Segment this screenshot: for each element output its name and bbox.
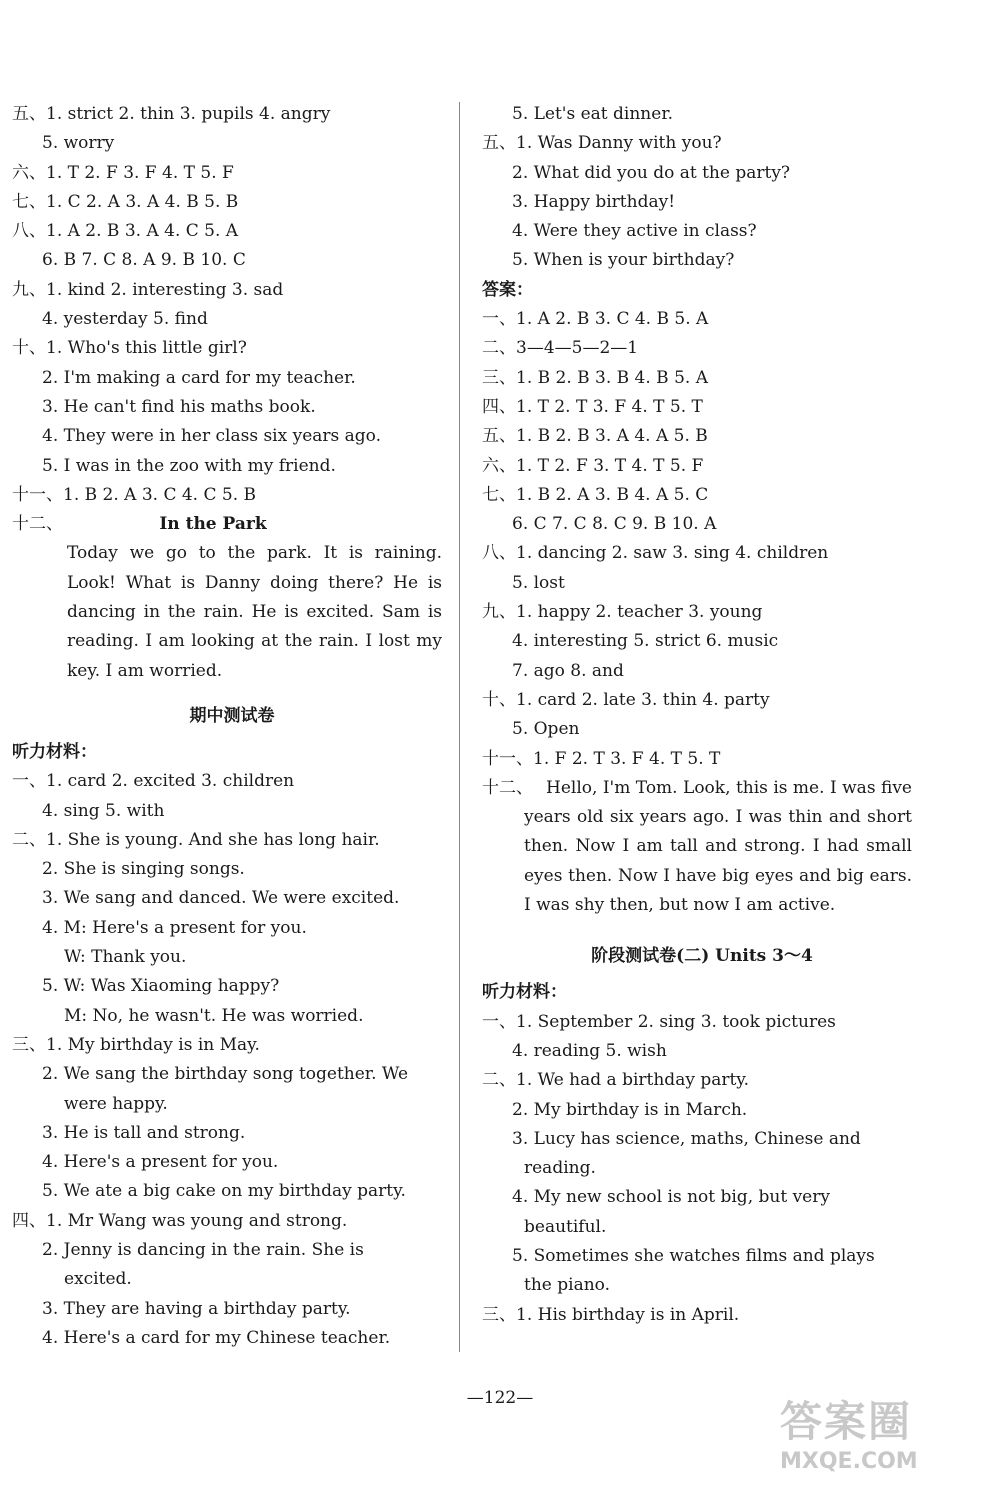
answer-line: 2. Jenny is dancing in the rain. She is xyxy=(42,1239,364,1260)
essay-heading-line xyxy=(12,510,452,539)
answer-line: 5. lost xyxy=(512,572,565,593)
section-title-midterm: 期中测试卷 xyxy=(189,705,275,726)
watermark-logo xyxy=(780,1389,980,1479)
answer-line: 3. They are having a birthday party. xyxy=(42,1298,351,1319)
answer-line: W: Thank you. xyxy=(64,947,187,968)
answer-line: 2. I'm making a card for my teacher. xyxy=(42,367,356,388)
answer-line: 5. Open xyxy=(512,719,580,740)
listening-label: 听力材料： xyxy=(12,741,97,762)
answer-line: 4. They were in her class six years ago. xyxy=(42,426,382,447)
answer-line: 3. Lucy has science, maths, Chinese and xyxy=(512,1128,861,1149)
answer-line: 5. We ate a big cake on my birthday party. xyxy=(42,1181,406,1202)
answer-line: 六、1. T 2. F 3. F 4. T 5. F xyxy=(12,162,234,183)
answer-line: 一、1. A 2. B 3. C 4. B 5. A xyxy=(482,309,709,330)
answer-line: 5. worry xyxy=(42,133,115,154)
answer-line: 7. ago 8. and xyxy=(512,660,624,681)
answer-line: 3. He can't find his maths book. xyxy=(42,396,316,417)
answer-line: 十、1. card 2. late 3. thin 4. party xyxy=(482,689,770,710)
answer-line: 二、1. We had a birthday party. xyxy=(482,1070,750,1091)
answer-line: 4. yesterday 5. find xyxy=(42,309,208,330)
answer-line: 5. W: Was Xiaoming happy? xyxy=(42,976,280,997)
answer-line: 八、1. dancing 2. saw 3. sing 4. children xyxy=(482,543,829,564)
answer-line: 四、1. Mr Wang was young and strong. xyxy=(12,1210,348,1231)
answer-line: 十一、1. B 2. A 3. C 4. C 5. B xyxy=(12,484,257,505)
answer-line: 3. Happy birthday! xyxy=(512,191,676,212)
answer-line: 5. Let's eat dinner. xyxy=(512,104,673,124)
answer-line: 十、1. Who's this little girl? xyxy=(12,338,247,359)
answer-line: 九、1. kind 2. interesting 3. sad xyxy=(12,279,284,300)
question-number: 十二、 xyxy=(482,777,533,798)
answer-line: 二、3—4—5—2—1 xyxy=(482,338,639,359)
answer-line: 5. I was in the zoo with my friend. xyxy=(42,455,336,476)
watermark-top: 答案圈 xyxy=(780,1397,913,1446)
answer-line: the piano. xyxy=(524,1275,610,1296)
answer-line: 3. He is tall and strong. xyxy=(42,1122,246,1143)
answer-line: 八、1. A 2. B 3. A 4. C 5. A xyxy=(12,221,239,242)
answer-line: 四、1. T 2. T 3. F 4. T 5. T xyxy=(482,396,703,417)
answer-line: 4. sing 5. with xyxy=(42,800,165,821)
answer-line: 6. B 7. C 8. A 9. B 10. C xyxy=(42,250,246,271)
section-title-stage2: 阶段测试卷(二) Units 3～4 xyxy=(591,946,813,967)
answer-line: 4. reading 5. wish xyxy=(512,1040,667,1061)
answer-line: 一、1. September 2. sing 3. took pictures xyxy=(482,1011,836,1032)
answer-line: 4. Were they active in class? xyxy=(512,221,757,242)
answer-line: 七、1. C 2. A 3. A 4. B 5. B xyxy=(12,191,239,212)
answer-line: 三、1. B 2. B 3. B 4. B 5. A xyxy=(482,367,708,388)
answer-line: 一、1. card 2. excited 3. children xyxy=(12,771,295,792)
answer-line: 2. She is singing songs. xyxy=(42,859,245,880)
answer-line: 4. My new school is not big, but very xyxy=(512,1187,830,1208)
watermark-bottom: MXQE.COM xyxy=(780,1449,918,1474)
right-column xyxy=(482,100,922,1330)
answers-label: 答案： xyxy=(482,279,533,300)
answer-line: 五、1. strict 2. thin 3. pupils 4. angry xyxy=(12,104,331,124)
question-number: 十二、 xyxy=(12,514,63,535)
answer-line: 2. My birthday is in March. xyxy=(512,1099,748,1120)
answer-line: 4. M: Here's a present for you. xyxy=(42,917,307,938)
answer-line: 2. What did you do at the party? xyxy=(512,162,791,183)
answer-line: 九、1. happy 2. teacher 3. young xyxy=(482,602,763,623)
answer-line: excited. xyxy=(64,1269,132,1290)
column-divider xyxy=(459,102,460,1352)
answer-line: were happy. xyxy=(64,1093,168,1114)
answer-line: 六、1. T 2. F 3. T 4. T 5. F xyxy=(482,455,704,476)
answer-line: 2. We sang the birthday song together. We xyxy=(42,1064,409,1085)
answer-line: 5. Sometimes she watches films and plays xyxy=(512,1245,875,1266)
essay-text: Hello, I'm Tom. Look, this is me. I was five years old six years ago. I was thin and short then. Now I am tall and strong. I had small eyes then. Now I have big eyes and big ears. I was shy then, but now I am active. xyxy=(524,777,912,916)
answer-line: 二、1. She is young. And she has long hair. xyxy=(12,829,380,850)
answer-line: 4. interesting 5. strict 6. music xyxy=(512,631,779,652)
page-number: —122— xyxy=(466,1388,534,1408)
answer-line: reading. xyxy=(524,1158,596,1179)
answer-line: M: No, he wasn't. He was worried. xyxy=(64,1005,364,1026)
essay2-block xyxy=(482,774,922,920)
answer-line: 4. Here's a present for you. xyxy=(42,1152,279,1173)
answer-line: 3. We sang and danced. We were excited. xyxy=(42,888,400,909)
answer-line: 三、1. His birthday is in April. xyxy=(482,1304,740,1325)
answer-line: 五、1. Was Danny with you? xyxy=(482,133,722,154)
answer-line: beautiful. xyxy=(524,1216,607,1237)
answer-line: 三、1. My birthday is in May. xyxy=(12,1034,260,1055)
answer-line: 6. C 7. C 8. C 9. B 10. A xyxy=(512,514,717,535)
essay-title: In the Park xyxy=(159,514,267,535)
left-column xyxy=(12,100,452,1353)
listening-label: 听力材料： xyxy=(482,982,567,1003)
answer-line: 5. When is your birthday? xyxy=(512,250,735,271)
essay-text: Today we go to the park. It is raining. Look! What is Danny doing there? He is dancing in the rain. He is excited. Sam is reading. I am looking at the rain. I lost my key. I am worried. xyxy=(67,543,442,681)
answer-line: 十一、1. F 2. T 3. F 4. T 5. T xyxy=(482,748,721,769)
answer-line: 五、1. B 2. B 3. A 4. A 5. B xyxy=(482,426,708,447)
answer-line: 4. Here's a card for my Chinese teacher. xyxy=(42,1327,391,1348)
answer-line: 七、1. B 2. A 3. B 4. A 5. C xyxy=(482,484,709,505)
